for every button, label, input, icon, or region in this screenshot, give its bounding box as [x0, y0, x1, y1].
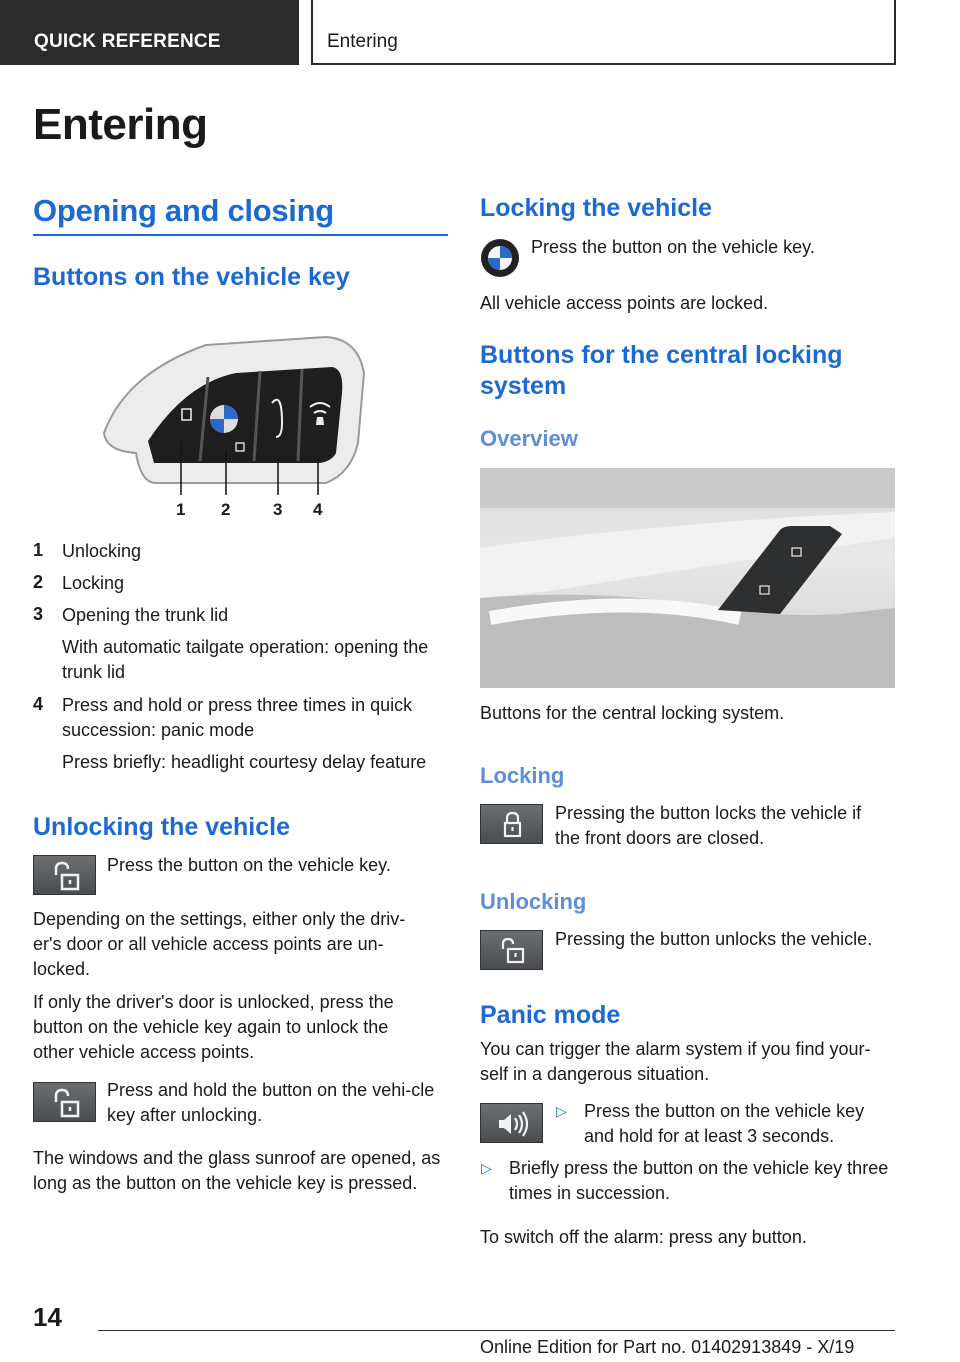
locking-text: Pressing the button locks the vehicle if the front doors are closed.	[555, 803, 862, 848]
unlock-icon	[34, 1083, 97, 1123]
unlock-button-image	[33, 855, 96, 895]
panic-off-text: To switch off the alarm: press any button.	[480, 1227, 807, 1247]
unlock-button-image	[480, 930, 543, 970]
heading-locking: Locking	[480, 763, 565, 788]
lock-button-image	[480, 804, 543, 844]
unlock-press-text: Press the button on the vehicle key.	[107, 855, 391, 875]
central-locking-photo	[480, 468, 895, 688]
alarm-speaker-icon	[481, 1104, 544, 1144]
unlock-button-image	[33, 1082, 96, 1122]
triangle-bullet-icon: ▷	[481, 1160, 492, 1176]
unlock-icon	[481, 931, 544, 971]
panic-bullet-2: Briefly press the button on the vehicle key three times in succession.	[509, 1158, 889, 1203]
heading-buttons-vehicle-key: Buttons on the vehicle key	[33, 263, 350, 291]
header-section-tab	[0, 0, 299, 65]
footer-edition: Online Edition for Part no. 01402913849 - X/19	[480, 1337, 855, 1357]
key-callout-4: 4	[313, 500, 323, 519]
triangle-bullet-icon: ▷	[556, 1103, 567, 1119]
unlock-hold-text: Press and hold the button on the vehi-cle key after unlocking.	[107, 1080, 435, 1125]
unlocking-text: Pressing the button unlocks the vehicle.	[555, 929, 873, 949]
heading-unlocking: Unlocking	[480, 889, 587, 914]
page-title: Entering	[33, 100, 208, 149]
legend-text: Locking	[62, 573, 125, 593]
heading-unlocking-vehicle: Unlocking the vehicle	[33, 813, 291, 841]
key-callout-3: 3	[273, 500, 283, 519]
vehicle-key-illustration	[96, 333, 386, 523]
page-number: 14	[33, 1302, 62, 1332]
bmw-logo-icon	[480, 238, 520, 278]
legend-number: 1	[33, 540, 44, 560]
lock-result-text: All vehicle access points are locked.	[480, 293, 769, 313]
panic-bullet-1: Press the button on the vehicle key and hold for at least 3 seconds.	[584, 1101, 865, 1146]
key-callout-2: 2	[221, 500, 231, 519]
legend-number: 4	[33, 694, 44, 714]
legend-text: With automatic tailgate operation: opening the trunk lid	[62, 637, 429, 682]
unlock-paragraph-3: The windows and the glass sunroof are opened, as long as the button on the vehicle key is pressed.	[33, 1148, 441, 1193]
lock-icon	[481, 805, 544, 845]
unlock-paragraph-2: If only the driver's door is unlocked, press the button on the vehicle key again to unlock the other vehicle access points.	[33, 992, 394, 1062]
key-callout-1: 1	[176, 500, 186, 519]
header-chapter-label: Entering	[327, 31, 398, 52]
header-chapter-tab	[311, 0, 896, 65]
photo-caption: Buttons for the central locking system.	[480, 703, 785, 723]
legend-text: Press and hold or press three times in quick succession: panic mode	[62, 695, 413, 740]
heading-central-locking-buttons: Buttons for the central locking system	[480, 341, 843, 400]
panic-intro: You can trigger the alarm system if you find your-self in a dangerous situation.	[480, 1039, 871, 1084]
heading-rule	[33, 234, 448, 236]
footer-rule	[98, 1330, 895, 1331]
header-section-label: QUICK REFERENCE	[34, 31, 221, 52]
lock-press-text: Press the button on the vehicle key.	[531, 237, 815, 257]
heading-locking-vehicle: Locking the vehicle	[480, 194, 713, 222]
legend-text: Unlocking	[62, 541, 142, 561]
legend-text: Press briefly: headlight courtesy delay feature	[62, 752, 427, 772]
unlock-paragraph-1: Depending on the settings, either only the driv-er's door or all vehicle access points are un-locked.	[33, 909, 406, 979]
panic-button-image	[480, 1103, 543, 1143]
unlock-icon	[34, 856, 97, 896]
legend-number: 2	[33, 572, 44, 592]
heading-overview: Overview	[480, 426, 578, 451]
legend-text: Opening the trunk lid	[62, 605, 229, 625]
legend-number: 3	[33, 604, 44, 624]
heading-panic-mode: Panic mode	[480, 1001, 621, 1029]
heading-opening-closing: Opening and closing	[33, 193, 334, 228]
